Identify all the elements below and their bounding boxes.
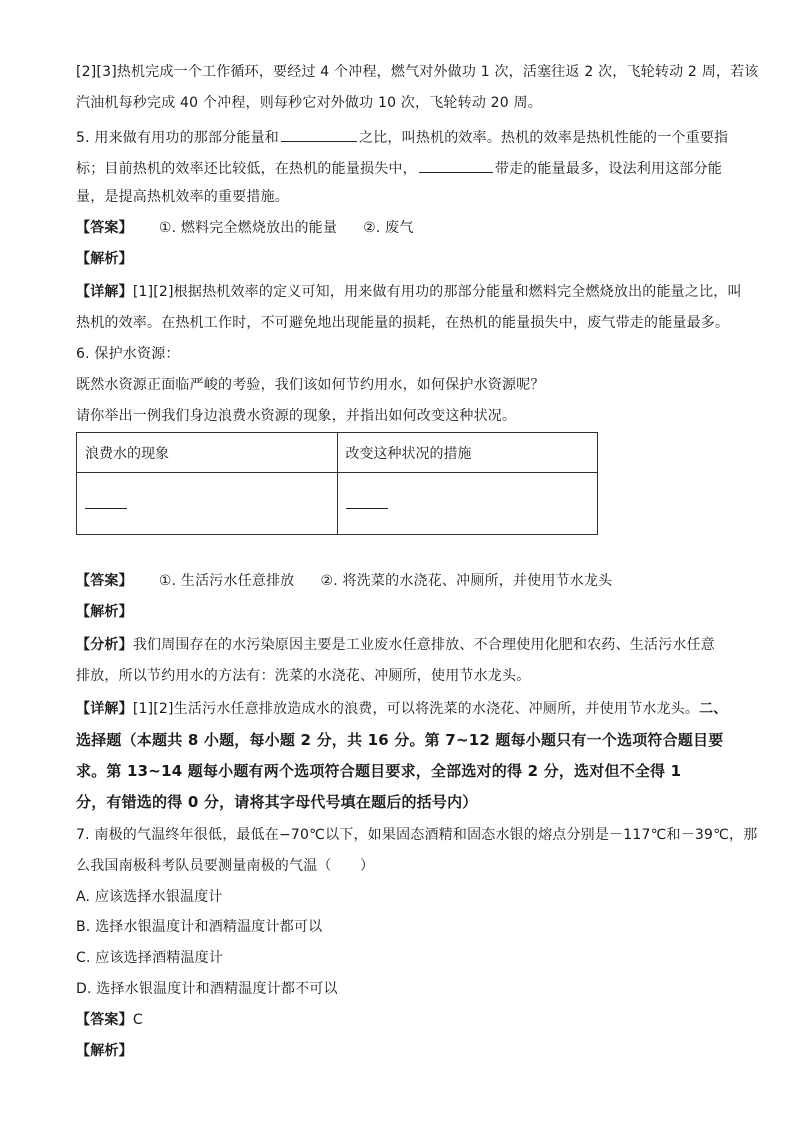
q6-answer-1: ①. 生活污水任意排放 bbox=[158, 573, 295, 589]
q5-stem-line-1 bbox=[76, 126, 729, 148]
q5-detail-line-1 bbox=[76, 282, 742, 302]
q7-option-c: C. 应该选择酒精温度计 bbox=[76, 950, 224, 966]
table-answer-cell bbox=[77, 473, 338, 535]
q5-answer bbox=[76, 218, 726, 238]
section-number: 二、 bbox=[699, 701, 728, 717]
answer-blank bbox=[85, 494, 127, 509]
q7-option-a: A. 应该选择水银温度计 bbox=[76, 889, 223, 905]
q6-stem-line-3: 请你举出一例我们身边浪费水资源的现象，并指出如何改变这种状况。 bbox=[76, 408, 517, 424]
q5-stem-line-3: 量，是提高热机效率的重要措施。 bbox=[76, 189, 289, 205]
q6-title: 6. 保护水资源： bbox=[76, 346, 180, 362]
answer-blank bbox=[346, 494, 388, 509]
q5-answer-1: ①. 燃料完全燃烧放出的能量 bbox=[158, 220, 338, 236]
q6-detail-line bbox=[76, 699, 726, 719]
q5-answer-2: ②. 废气 bbox=[363, 220, 414, 236]
table-answer-cell bbox=[337, 473, 598, 535]
q5-blank-1 bbox=[281, 126, 357, 142]
q5-stem-line-2 bbox=[76, 157, 726, 179]
q6-fenxi-text: 我们周围存在的水污染原因主要是工业废水任意排放、不合理使用化肥和农药、生活污水任意 bbox=[132, 637, 716, 653]
table-header-cell: 改变这种状况的措施 bbox=[337, 433, 598, 473]
q5-detail-line-2: 热机的效率。在热机工作时，不可避免地出现能量的损耗，在热机的能量损失中，废气带走的能量最多。 bbox=[76, 315, 730, 331]
table-header-cell: 浪费水的现象 bbox=[77, 433, 338, 473]
q5-text: 5. 用来做有用功的那部分能量和 bbox=[76, 130, 280, 146]
q5-text: 带走的能量最多，设法利用这部分能 bbox=[494, 161, 723, 177]
section-heading-line-2: 求。第 13~14 题每小题有两个选项符合题目要求，全部选对的得 2 分，选对但不全得 1 bbox=[76, 762, 682, 780]
q6-detail-text: [1][2]生活污水任意排放造成水的浪费，可以将洗菜的水浇花、冲厕所，并使用节水龙头。 bbox=[132, 701, 700, 717]
q7-answer-value: C bbox=[132, 1012, 143, 1028]
q6-fenxi-line-1 bbox=[76, 635, 726, 655]
fenxi-tag: 【分析】 bbox=[76, 637, 133, 653]
answer-tag: 【答案】 bbox=[76, 220, 133, 236]
q4-continuation-line-1: [2][3]热机完成一个工作循环，要经过 4 个冲程，燃气对外做功 1 次，活塞往返 2 次，飞轮转动 2 周，若该 bbox=[76, 64, 759, 80]
q6-answer-2: ②. 将洗菜的水浇花、冲厕所，并使用节水龙头 bbox=[320, 573, 613, 589]
q4-continuation-line-2: 汽油机每秒完成 40 个冲程，则每秒它对外做功 10 次，飞轮转动 20 周。 bbox=[76, 95, 542, 111]
answer-tag: 【答案】 bbox=[76, 573, 133, 589]
detail-tag: 【详解】 bbox=[76, 701, 133, 717]
q7-option-b: B. 选择水银温度计和酒精温度计都可以 bbox=[76, 919, 323, 935]
q5-blank-2 bbox=[419, 157, 493, 173]
q7-stem-line-2: 么我国南极科考队员要测量南极的气温（ ） bbox=[76, 858, 375, 874]
q6-analysis-tag: 【解析】 bbox=[76, 604, 133, 620]
q7-stem-line-1: 7. 南极的气温终年很低，最低在−70℃以下，如果固态酒精和固态水银的熔点分别是－117℃和－39℃，那 bbox=[76, 827, 758, 843]
q6-answer bbox=[76, 571, 726, 591]
q7-answer bbox=[76, 1010, 726, 1030]
q6-stem-line-2: 既然水资源正面临严峻的考验，我们该如何节约用水，如何保护水资源呢？ bbox=[76, 377, 545, 393]
section-heading-line-1: 选择题（本题共 8 小题，每小题 2 分，共 16 分。第 7~12 题每小题只有一个选项符合题目要 bbox=[76, 731, 724, 749]
detail-tag: 【详解】 bbox=[76, 284, 133, 300]
q5-analysis-tag: 【解析】 bbox=[76, 251, 133, 267]
answer-tag: 【答案】 bbox=[76, 1012, 133, 1028]
q6-answer-table bbox=[76, 432, 598, 535]
section-heading-line-3: 分，有错选的得 0 分，请将其字母代号填在题后的括号内） bbox=[76, 793, 478, 811]
q6-fenxi-line-2: 排放，所以节约用水的方法有：洗菜的水浇花、冲厕所，使用节水龙头。 bbox=[76, 668, 531, 684]
q5-text: 之比，叫热机的效率。热机的效率是热机性能的一个重要指 bbox=[359, 130, 729, 146]
q7-analysis-tag: 【解析】 bbox=[76, 1043, 133, 1059]
q5-detail-text: [1][2]根据热机效率的定义可知，用来做有用功的那部分能量和燃料完全燃烧放出的能量之比，叫 bbox=[132, 284, 742, 300]
q7-option-d: D. 选择水银温度计和酒精温度计都不可以 bbox=[76, 981, 338, 997]
q5-text: 标；目前热机的效率还比较低，在热机的能量损失中， bbox=[76, 161, 417, 177]
